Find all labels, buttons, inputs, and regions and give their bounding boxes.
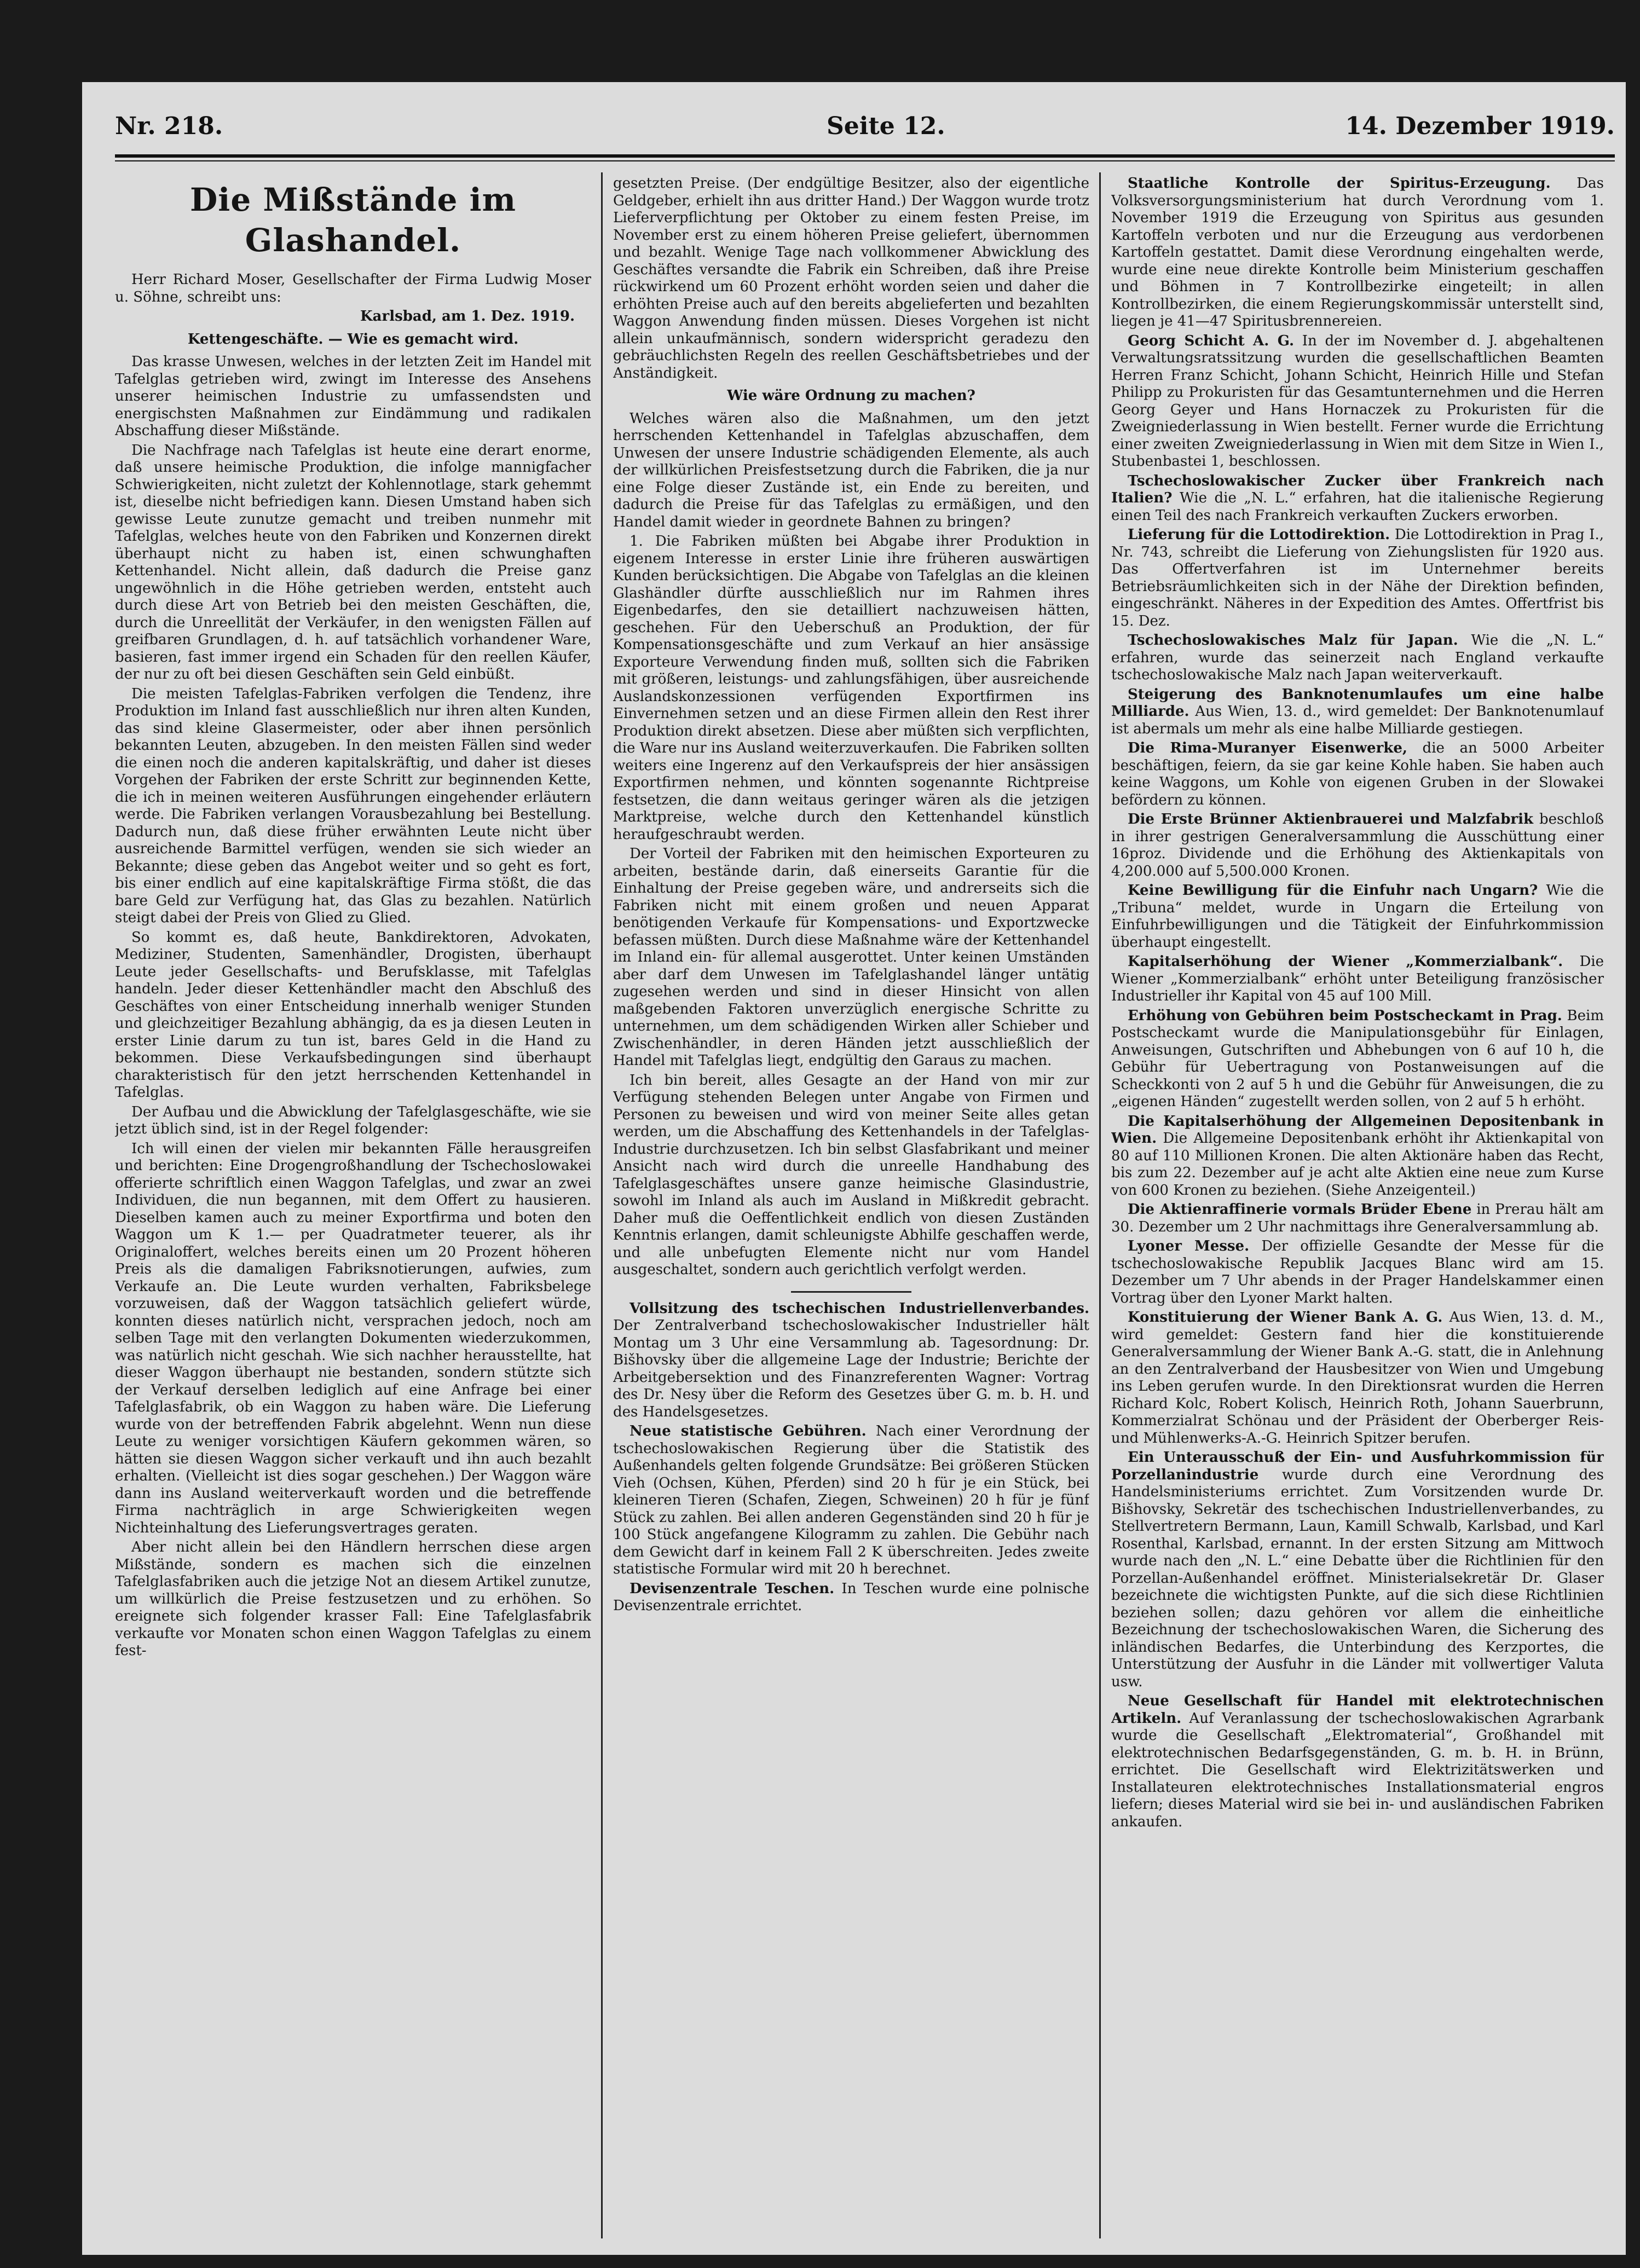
news-notice [1111, 1113, 1604, 1200]
page-header [115, 112, 1615, 151]
news-notice [1111, 811, 1604, 880]
notice-text: Wie die „N. L.“ erfahren, hat die italienische Regierung einen Teil des nach Frankreich verkauften Zuckers erworben. [1111, 490, 1604, 524]
news-notices [1111, 175, 1604, 1831]
notice-lead: Ein Unterausschuß der Ein- und Ausfuhrkommission für Porzellanindustrie [1111, 1449, 1604, 1483]
notice-text: Wie die „N. L.“ erfahren, wurde das seinerzeit nach England verkaufte tschechoslowakische Malz nach Japan weiterverkauft. [1111, 632, 1604, 683]
notice-text: Beim Postscheckamt wurde die Manipulationsgebühr für Einlagen, Anweisungen, Gutschriften und Abhebungen von 6 auf 10 h, die Gebühr für Uebertragung von Postanweisungen auf die Scheckkonti von 2 auf 5 h und die Gebühr für Anweisungen, die zu „eigenen Händen“ zugestellt werden sollen, von 2 auf 5 h erhöht. [1111, 1007, 1604, 1110]
article-paragraph: Ich will einen der vielen mir bekannten Fälle herausgreifen und berichten: Eine Drogengroßhandlung der Tschechoslowakei offerierte schriftlich einen Waggon Tafelglas, und zwar an zwei Individuen, die nun begannen, mit dem Offert zu hausieren. Dieselben kamen auch zu meiner Exportfirma und boten den Waggon um K 1.— per Quadratmeter teuerer, als ihr Originaloffert, welches bereits einen um 20 Prozent höheren Preis als die damaligen Fabriksnotierungen, aufwies, zum Verkaufe an. Die Leute wurden verhalten, Fabriksbelege vorzuweisen, daß der Waggon tatsächlich geliefert würde, konnten dieses natürlich nicht, versprachen jedoch, noch am selben Tage mit den verlangten Dokumenten wiederzukommen, was natürlich nicht geschah. Wie sich nachher herausstellte, hat dieser Waggon überhaupt nie bestanden, sondern stützte sich der Verkauf derselben lediglich auf eine Anfrage bei einer Tafelglasfabrik, ob ein Waggon zu haben wäre. Die Lieferung wurde von der betreffenden Fabrik abgelehnt. Wenn nun diese Leute zu weniger vorsichtigen Käufern gekommen wären, so hätten sie diesen Waggon sicher verkauft und ihn auch bezahlt erhalten. (Vielleicht ist dies sogar geschehen.) Der Waggon wäre dann ins Ausland weiterverkauft worden und die betreffende Firma nachträglich in arge Schwierigkeiten wegen Nichteinhaltung des Lieferungsvertrages geraten. [115, 1140, 591, 1536]
notice-lead: Die Erste Brünner Aktienbrauerei und Malzfabrik [1128, 811, 1533, 828]
news-notice [1111, 953, 1604, 1005]
article-paragraph: gesetzten Preise. (Der endgültige Besitzer, also der eigentliche Geldgeber, erhielt ihn aus dritter Hand.) Der Waggon wurde trotz Lieferverpflichtung per Oktober zu einem festen Preise, im November erst zu einem höheren Preise geliefert, übernommen und bezahlt. Wenige Tage nach vollkommener Abwicklung des Geschäftes versandte die Fabrik ein Schreiben, daß ihre Preise rückwirkend um 60 Prozent erhöht worden seien und daher die erhöhten Preise auch auf den bereits abgelieferten und bezahlten Waggon Anwendung finden müssen. Dieses Vorgehen ist nicht allein unkaufmännisch, sondern widerspricht geradezu den gebräuchlichsten Regeln des reellen Geschäftsbetriebes und der Anständigkeit. [613, 175, 1089, 381]
column-divider [1099, 172, 1101, 2238]
news-notice [1111, 473, 1604, 525]
article-paragraph: Welches wären also die Maßnahmen, um den jetzt herrschenden Kettenhandel in Tafelglas abzuschaffen, dem Unwesen der unsere Industrie schädigenden Elemente, als auch der willkürlichen Preisfestsetzung durch die Fabriken, die ja nur eine Folge dieser Zustände ist, ein Ende zu bereiten, und dadurch die Preise für das Tafelglas zu ermäßigen, und den Handel damit wieder in geordnete Bahnen zu bringen? [613, 410, 1089, 530]
column-2 [613, 175, 1089, 2238]
news-notice [613, 1581, 1089, 1615]
news-notice [1111, 526, 1604, 630]
article-paragraph: Der Vorteil der Fabriken mit den heimischen Exporteuren zu arbeiten, bestände darin, daß einerseits Garantie für die Einhaltung der Preise gegeben wäre, und andrerseits sich die Fabriken nicht mit einem großen und neuen Apparat benötigenden Verkaufe für Kompensations- und Exportzwecke befassen müßten. Durch diese Maßnahme wäre der Kettenhandel im Inland ein- für allemal ausgerottet. Unter keinen Umständen aber darf dem Unwesen im Tafelglashandel länger untätig zugesehen werden und sind in dieser Hinsicht von allen maßgebenden Faktoren unverzüglich energische Schritte zu unternehmen, um dem schädigenden Wirken aller Schieber und Zwischenhändler, in deren Händen jetzt ausschließlich der Handel mit Tafelglas liegt, endgültig den Garaus zu machen. [613, 846, 1089, 1069]
notice-text: Die Allgemeine Depositenbank erhöht ihr Aktienkapital von 80 auf 110 Millionen Kronen. Die alten Aktionäre haben das Recht, bis zum 22. Dezember auf je acht alte Aktien eine neue zum Kurse von 600 Kronen zu beziehen. (Siehe Anzeigenteil.) [1111, 1130, 1604, 1199]
notice-text: Der offizielle Gesandte der Messe für die tschechoslowakische Republik Jacques Blanc wird am 15. Dezember um 7 Uhr abends in der Prager Handelskammer einen Vortrag über den Lyoner Markt halten. [1111, 1238, 1604, 1306]
notice-lead: Die Aktienraffinerie vormals Brüder Ebene [1128, 1201, 1472, 1218]
news-notice [1111, 1238, 1604, 1307]
article-subhead: Wie wäre Ordnung zu machen? [727, 387, 975, 404]
column-3 [1111, 175, 1604, 2238]
article-body [613, 410, 1089, 1279]
news-notice [1111, 333, 1604, 471]
news-notice [1111, 882, 1604, 951]
header-rule-thin [115, 160, 1615, 161]
notice-text: Der Zentralverband tschechoslowakischer Industrieller hält Montag um 3 Uhr eine Versammlung ab. Tagesordnung: Dr. Bišhovsky über die allgemeine Lage der Industrie; Berichte der Arbeitgebersektion und des Finanzreferenten Wagner: Vortrag des Dr. Nesy über die Reform des Gesetzes über G. m. b. H. und des Handelsgesetzes. [613, 1317, 1089, 1420]
news-notice [1111, 1309, 1604, 1447]
notice-lead: Die Kapitalserhöhung der Allgemeinen Depositenbank in Wien. [1111, 1113, 1604, 1147]
news-notice [1111, 175, 1604, 331]
notice-text: Das Volksversorgungsministerium hat durch Verordnung vom 1. November 1919 die Erzeugung von Spiritus aus gesunden Kartoffeln verboten und nur die Erzeugung aus verdorbenen Kartoffeln gestattet. Damit diese Verordnung eingehalten werde, wurde eine neue direkte Kontrolle beim Ministerium geschaffen und Böhmen in 7 Kontrollbezirke eingeteilt; in allen Kontrollbezirken, die einem Regierungskommissär unterstellt sind, liegen je 41—47 Spiritusbrennereien. [1111, 175, 1604, 329]
article-paragraph: So kommt es, daß heute, Bankdirektoren, Advokaten, Mediziner, Studenten, Samenhändler, Drogisten, überhaupt Leute jeder Gesellschafts- und Berufsklasse, mit Tafelglas handeln. Jeder dieser Kettenhändler macht den Abschluß des Geschäftes von einer Entscheidung innerhalb weniger Stunden und gleichzeitiger Bezahlung abhängig, da es ja diesen Leuten in erster Linie darum zu tun ist, bares Geld in die Hand zu bekommen. Diese Verkaufsbedingungen sind überhaupt charakteristisch für den jetzt herrschenden Kettenhandel in Tafelglas. [115, 929, 591, 1101]
article-paragraph: Der Aufbau und die Abwicklung der Tafelglasgeschäfte, wie sie jetzt üblich sind, ist in der Regel folgender: [115, 1103, 591, 1137]
article-paragraph: Ich bin bereit, alles Gesagte an der Hand von mir zur Verfügung stehenden Belegen unter Angabe von Firmen und Personen zu beweisen und wird von meiner Seite alles getan werden, um die Abschaffung des Kettenhandels in der Tafelglas-Industrie durchzusetzen. Ich bin selbst Glasfabrikant und meiner Ansicht nach wird durch die unreelle Handhabung des Tafelglasgeschäftes unsere ganze heimische Glasindustrie, sowohl im Inland als auch im Ausland in Mißkredit gebracht. Daher muß die Oeffentlichkeit endlich von diesen Zuständen Kenntnis erlangen, damit schleunigste Abhilfe geschaffen werde, und alle unbefugten Elemente nicht nur vom Handel ausgeschaltet, sondern auch gerichtlich verfolgt werden. [613, 1072, 1089, 1278]
notice-text: Wie die „Tribuna“ meldet, wurde in Ungarn die Erteilung von Einfuhrbewilligungen und die Tätigkeit der Einfuhrkommission überhaupt eingestellt. [1111, 882, 1604, 951]
notice-text: die an 5000 Arbeiter beschäftigen, feiern, da sie gar keine Kohle haben. Sie haben auch keine Waggons, um Kohle von eigenen Gruben in der Slowakei befördern zu können. [1111, 740, 1604, 808]
article-byline: Herr Richard Moser, Gesellschafter der Firma Ludwig Moser u. Söhne, schreibt uns: [115, 271, 591, 305]
article-body [115, 354, 591, 1660]
notice-lead: Neue Gesellschaft für Handel mit elektrotechnischen Artikeln. [1111, 1693, 1604, 1727]
article-body-continued [613, 175, 1089, 382]
notice-lead: Vollsitzung des tschechischen Industriellenverbandes. [630, 1300, 1089, 1317]
notice-lead: Staatliche Kontrolle der Spiritus-Erzeugung. [1128, 175, 1551, 192]
newspaper-page [82, 82, 1626, 2255]
notice-lead: Keine Bewilligung für die Einfuhr nach Ungarn? [1128, 882, 1538, 899]
notice-lead: Devisenzentrale Teschen. [630, 1580, 835, 1597]
news-notice [613, 1423, 1089, 1578]
news-notice [1111, 1449, 1604, 1691]
notice-text: Aus Wien, 13. d. M., wird gemeldet: Gestern fand hier die konstituierende Generalversammlung der Wiener Bank A.-G. statt, die in Anlehnung an den Zentralverband der Hausbesitzer von Wien und Umgebung ins Leben gerufen wurde. In den Direktionsrat wurden die Herren Richard Kolc, Robert Kolisch, Heinrich Roth, Johann Sauerbrunn, Kommerzialrat Schönau und der Präsident der Oberberger Reis- und Mühlenwerks-A.-G. Heinrich Spitzer berufen. [1111, 1309, 1604, 1447]
news-notice [613, 1300, 1089, 1421]
notice-lead: Konstituierung der Wiener Bank A. G. [1128, 1309, 1443, 1326]
article-paragraph: Die Nachfrage nach Tafelglas ist heute eine derart enorme, daß unsere heimische Produktion, die infolge mannigfacher Schwierigkeiten, nicht zuletzt der Kohlennotlage, stark gehemmt ist, dieselbe nicht befriedigen kann. Diesen Umstand haben sich gewisse Leute zunutze gemacht und treiben nunmehr mit Tafelglas, welches heute von den Fabriken und Konzernen direkt überhaupt nicht zu haben ist, einen schwunghaften Kettenhandel. Nicht allein, daß dadurch die Preise ganz ungewöhnlich in die Höhe getrieben werden, entsteht auch durch diese Art von Betrieb bei den meisten Geschäften, die, durch die Unreellität der Verkäufer, in den wenigsten Fällen auf greifbaren Grundlagen, d. h. auf tatsächlich vorhandener Ware, basieren, fast immer irgend ein Schaden für den reellen Käufer, der nur zu oft bei diesen Geschäften sein Geld einbüßt. [115, 442, 591, 682]
issue-number: Nr. 218. [115, 112, 223, 140]
column-divider [601, 172, 603, 2238]
article-paragraph: Die meisten Tafelglas-Fabriken verfolgen die Tendenz, ihre Produktion im Inland fast ausschließlich nur ihren alten Kunden, das sind kleine Glasermeister, oder aber ihnen persönlich bekannten Leuten, abzugeben. In den meisten Fällen sind weder die einen noch die anderen kapitalskräftig, und daher ist dieses Vorgehen der Fabriken der erste Schritt zur beginnenden Kette, die ich in meinen weiteren Ausführungen eingehender erläutern werde. Die Fabriken verlangen Vorausbezahlung bei Bestellung. Dadurch nun, daß diese früher erwähnten Leute nicht über ausreichende Barmittel verfügen, wenden sie sich wieder an Bekannte; diese geben das Angebot weiter und so geht es fort, bis einer endlich auf eine kapitalskräftige Firma stößt, die das bare Geld zur Verfügung hat, das Glas zu bezahlen. Natürlich steigt dabei der Preis von Glied zu Glied. [115, 685, 591, 926]
notice-text: Die Lottodirektion in Prag I., Nr. 743, schreibt die Lieferung von Ziehungslisten für 1920 aus. Das Offertverfahren ist im Unternehmer bereits Betriebsräumlichkeiten sich in der Nähe der Direktion befinden, eingeschränkt. Näheres in der Expedition des Amtes. Offertfrist bis 15. Dez. [1111, 526, 1604, 629]
issue-date: 14. Dezember 1919. [1345, 112, 1615, 140]
header-rule [115, 154, 1615, 158]
notice-lead: Erhöhung von Gebühren beim Postscheckamt in Prag. [1128, 1007, 1562, 1024]
notice-text: in Prerau hält am 30. Dezember um 2 Uhr nachmittags ihre Generalversammlung ab. [1111, 1201, 1604, 1235]
notice-lead: Tschechoslowakisches Malz für Japan. [1128, 632, 1458, 649]
news-notice [1111, 1201, 1604, 1236]
column-1 [115, 175, 591, 2238]
notice-text: Auf Veranlassung der tschechoslowakischen Agrarbank wurde die Gesellschaft „Elektromaterial“, Großhandel mit elektrotechnischen Bedarfsgegenständen, G. m. b. H. in Brünn, errichtet. Die Gesellschaft wird Elektrizitätswerken und Installateuren elektrotechnisches Installationsmaterial engros liefern; dieses Material wird sie bei in- und ausländischen Fabriken ankaufen. [1111, 1710, 1604, 1830]
notice-lead: Georg Schicht A. G. [1128, 332, 1295, 349]
notice-text: In der im November d. J. abgehaltenen Verwaltungsratssitzung wurden die gesellschaftlichen Beamten Herren Franz Schicht, Johann Schicht, Heinrich Hille und Stefan Philipp zu Prokuristen für das Gesamtunternehmen und die Herren Georg Geyer und Hans Hornaczek zu Prokuristen für die Zweigniederlassung in Wien bestellt. Ferner wurde die Errichtung einer zweiten Zweigniederlassung in Wien mit dem Sitze in Wien I., Stubenbastei 1, beschlossen. [1111, 332, 1604, 470]
news-notice [1111, 686, 1604, 738]
notice-lead: Kapitalserhöhung der Wiener „Kommerzialbank“. [1128, 953, 1563, 970]
news-notices [613, 1300, 1089, 1615]
notice-text: wurde durch eine Verordnung des Handelsministeriums errichtet. Zum Vorsitzenden wurde Dr. Bišhovsky, Sekretär des tschechischen Industriellenverbandes, zu Stellvertretern Bermann, Laun, Kamill Schwalb, Karlsbad, und Karl Rosenthal, Karlsbad, ernannt. In der ersten Sitzung am Mittwoch wurde nach den „N. L.“ eine Debatte über die Richtlinien für den Porzellan-Außenhandel eröffnet. Ministerialsekretär Dr. Glaser bezeichnete die wichtigsten Punkte, auf die sich diese Richtlinien beziehen sollen; dazu gehören vor allem die einheitliche Bezeichnung der tschechoslowakischen Waren, die Sicherung des inländischen Bedarfes, die Unterbindung des Kerzportes, die Unterstützung der Ausfuhr in die Länder mit vollwertiger Valuta usw. [1111, 1466, 1604, 1690]
news-notice [1111, 1693, 1604, 1831]
notice-text: Die Wiener „Kommerzialbank“ erhöht unter Beteiligung französischer Industrieller ihr Kapital von 45 auf 100 Mill. [1111, 953, 1604, 1004]
article-paragraph: Aber nicht allein bei den Händlern herrschen diese argen Mißstände, sondern es machen sich die einzelnen Tafelglasfabriken auch die jetzige Not an diesem Artikel zunutze, um willkürlich die Preise festzusetzen und zu erhöhen. So ereignete sich folgender krasser Fall: Eine Tafelglasfabrik verkaufte vor Monaten schon einen Waggon Tafelglas zu einem fest- [115, 1539, 591, 1659]
page-number: Seite 12. [827, 112, 945, 140]
article-headline: Die Mißstände im Glashandel. [190, 181, 516, 259]
notice-lead: Tschechoslowakischer Zucker über Frankreich nach Italien? [1111, 472, 1604, 506]
notice-text: In Teschen wurde eine polnische Devisenzentrale errichtet. [613, 1580, 1089, 1614]
article-subhead: Kettengeschäfte. — Wie es gemacht wird. [187, 331, 519, 348]
notice-lead: Lieferung für die Lottodirektion. [1128, 526, 1390, 543]
notice-text: Nach einer Verordnung der tschechoslowakischen Regierung über die Statistik des Außenhandels gelten folgende Grundsätze: Bei größeren Stücken Vieh (Ochsen, Kühen, Pferden) sind 20 h für je ein Stück, bei kleineren Tieren (Schafen, Ziegen, Schweinen) 20 h für je fünf Stück zu zahlen. Bei allen anderen Gegenständen sind 20 h für je 100 Stück angefangene Kilogramm zu zahlen. Die Gebühr nach dem Gewicht darf in keinem Fall 2 K überschreiten. Jedes zweite statistische Formular wird mit 20 h berechnet. [613, 1423, 1089, 1577]
section-divider [791, 1291, 911, 1293]
news-notice [1111, 1008, 1604, 1111]
notice-text: Aus Wien, 13. d., wird gemeldet: Der Banknotenumlauf ist abermals um mehr als eine halbe Milliarde gestiegen. [1111, 703, 1604, 737]
notice-lead: Neue statistische Gebühren. [630, 1423, 867, 1439]
notice-text: beschloß in ihrer gestrigen Generalversammlung die Ausschüttung einer 16proz. Dividende und die Erhöhung des Aktienkapitals von 4,200.000 auf 5,500.000 Kronen. [1111, 811, 1604, 880]
article-paragraph: 1. Die Fabriken müßten bei Abgabe ihrer Produktion in eigenem Interesse in erster Linie ihre früheren auswärtigen Kunden berücksichtigen. Die Abgabe von Tafelglas an die kleinen Glashändler dürfte ausschließlich nur im Rahmen ihres Eigenbedarfes, den sie detailliert nachzuweisen hätten, geschehen. Für den Ueberschuß an Produktion, der für Kompensationsgeschäfte und zum Verkauf an hier ansässige Exporteure Verwendung finden muß, sollten sich die Fabriken mit größeren, leistungs- und zahlungsfähigen, über ausreichende Auslandskonzessionen verfügenden Exportfirmen ins Einvernehmen setzen und an diese Firmen allein den Rest ihrer Produktion direkt absetzen. Diese aber müßten sich verpflichten, die Ware nur ins Ausland weiterzuverkaufen. Die Fabriken sollten weiters eine Ingerenz auf den Verkaufspreis der hier ansässigen Exportfirmen nehmen, und könnten sogenannte Richtpreise festsetzen, die dann weitaus geringer wären als die jetzigen Marktpreise, welche durch den Kettenhandel künstlich heraufgeschraubt werden. [613, 533, 1089, 843]
notice-lead: Die Rima-Muranyer Eisenwerke, [1128, 740, 1407, 756]
news-notice [1111, 632, 1604, 684]
article-paragraph: Das krasse Unwesen, welches in der letzten Zeit im Handel mit Tafelglas getrieben wird, zwingt im Interesse des Ansehens unserer heimischen Industrie zu umfassendsten und energischsten Maßnahmen zur Eindämmung und radikalen Abschaffung dieser Mißstände. [115, 354, 591, 439]
notice-lead: Lyoner Messe. [1128, 1238, 1250, 1254]
article-dateline: Karlsbad, am 1. Dez. 1919. [360, 308, 575, 325]
news-notice [1111, 740, 1604, 809]
notice-lead: Steigerung des Banknotenumlaufes um eine halbe Milliarde. [1111, 686, 1604, 720]
